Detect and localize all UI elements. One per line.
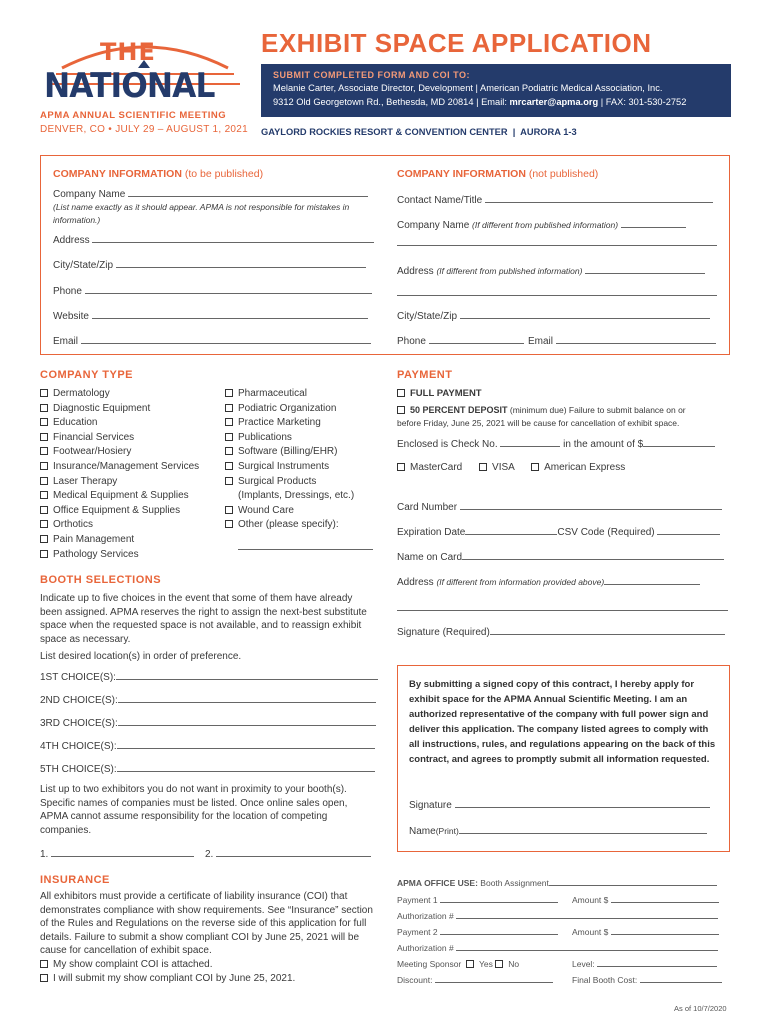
company-type-option-checkbox[interactable] bbox=[40, 389, 48, 397]
company-type-option-checkbox[interactable] bbox=[40, 520, 48, 528]
company-type-option-checkbox[interactable] bbox=[40, 447, 48, 455]
auth1-field: Authorization # bbox=[397, 911, 718, 921]
company-type-option-checkbox[interactable] bbox=[225, 520, 233, 528]
company-type-option-item[interactable] bbox=[40, 504, 199, 519]
company-type-option-item[interactable] bbox=[225, 518, 354, 533]
company-type-option-item[interactable] bbox=[225, 387, 354, 402]
booth-choice-label: 3RD CHOICE(S): bbox=[40, 718, 118, 729]
company-type-option-label: Practice Marketing bbox=[238, 417, 321, 429]
company-unpublished-title: COMPANY INFORMATION (not published) bbox=[397, 168, 599, 180]
payment-address-line-2[interactable] bbox=[397, 610, 728, 611]
company-type-option-item[interactable] bbox=[225, 445, 354, 460]
company-type-option-label: Software (Billing/EHR) bbox=[238, 446, 338, 458]
discount-field: Discount: bbox=[397, 975, 553, 985]
final-cost-field: Final Booth Cost: bbox=[572, 975, 722, 985]
company-type-option-checkbox[interactable] bbox=[225, 477, 233, 485]
company-type-col2 bbox=[225, 387, 354, 533]
contact-line: Melanie Carter, Associate Director, Development | American Podiatric Medical Association, Inc. bbox=[273, 83, 663, 93]
company-type-option-label: Wound Care bbox=[238, 504, 294, 516]
company-type-option-label: Surgical Products bbox=[238, 475, 317, 487]
company-type-option-label: Education bbox=[53, 417, 98, 429]
company-type-option-label: Financial Services bbox=[53, 431, 135, 443]
company-type-option-item[interactable] bbox=[225, 475, 354, 490]
company-type-option-label: Pharmaceutical bbox=[238, 388, 307, 399]
booth-list-label: List desired location(s) in order of preference. bbox=[40, 651, 242, 662]
company-name-unpublished-field[interactable]: Company Name (If different from published information) bbox=[397, 218, 686, 231]
payment-address-field[interactable]: Address (If different from information provided above) bbox=[397, 575, 700, 588]
booth-choice-field[interactable] bbox=[40, 762, 375, 775]
company-type-option-checkbox[interactable] bbox=[225, 506, 233, 514]
logo-the: THE bbox=[100, 38, 156, 66]
payment-title: PAYMENT bbox=[397, 369, 453, 381]
company-type-option-item[interactable] bbox=[40, 431, 199, 446]
company-name-note: (List name exactly as it should appear. APMA is not responsible for mistakes in information.) bbox=[53, 202, 350, 225]
company-type-option-label: Diagnostic Equipment bbox=[53, 402, 151, 414]
booth-choice-line[interactable] bbox=[118, 693, 376, 703]
proximity-1-field[interactable]: 1. bbox=[40, 847, 194, 860]
company-type-option-label: Pathology Services bbox=[53, 548, 139, 560]
visa-checkbox[interactable] bbox=[479, 463, 487, 471]
amex-checkbox[interactable] bbox=[531, 463, 539, 471]
other-specify-line[interactable] bbox=[238, 549, 373, 550]
meeting-location-date: DENVER, CO • JULY 29 – AUGUST 1, 2021 bbox=[40, 124, 249, 135]
booth-choice-label: 2ND CHOICE(S): bbox=[40, 695, 118, 706]
company-type-option-label: Surgical Instruments bbox=[238, 460, 330, 472]
company-type-option-checkbox[interactable] bbox=[40, 550, 48, 558]
company-name-line-2[interactable] bbox=[397, 245, 717, 246]
insurance-title: INSURANCE bbox=[40, 874, 110, 886]
company-type-option-checkbox[interactable] bbox=[225, 433, 233, 441]
company-type-option-label: Footwear/Hosiery bbox=[53, 446, 132, 458]
agreement-text: By submitting a signed copy of this contract, I hereby apply for exhibit space for the APMA Annual Scientific Meeting. I am an authorized representative of the company with full power sign and deliver this application. The company listed agrees to comply with all instructions, rules, and regulations appearing on the back of this contract, and agrees to promptly submit all information requested. bbox=[409, 679, 716, 765]
company-type-option-item[interactable] bbox=[225, 489, 354, 504]
venue: GAYLORD ROCKIES RESORT & CONVENTION CENTER | AURORA 1-3 bbox=[261, 127, 577, 137]
coi-attached-checkbox[interactable] bbox=[40, 960, 48, 968]
level-field: Level: bbox=[572, 959, 717, 969]
address-text: 9312 Old Georgetown Rd., Bethesda, MD 20814 | Email: bbox=[273, 97, 510, 107]
company-type-option-item[interactable] bbox=[225, 416, 354, 431]
phone-field[interactable]: Phone bbox=[53, 284, 372, 297]
agreement-name-field[interactable]: Name(Print) bbox=[409, 824, 707, 837]
company-type-option-label: (Implants, Dressings, etc.) bbox=[238, 490, 355, 502]
amount2-field: Amount $ bbox=[572, 927, 719, 937]
sponsor-field: Meeting Sponsor Yes No bbox=[397, 959, 520, 969]
deposit-option[interactable]: 50 PERCENT DEPOSIT (minimum due) Failure to submit balance on or bbox=[397, 405, 686, 415]
company-type-option-checkbox[interactable] bbox=[40, 418, 48, 426]
mastercard-option[interactable]: MasterCard bbox=[397, 462, 462, 473]
company-type-option-item[interactable] bbox=[40, 460, 199, 475]
card-type-options bbox=[397, 462, 625, 473]
city-unpublished-field[interactable]: City/State/Zip bbox=[397, 309, 710, 322]
company-type-option-checkbox[interactable] bbox=[40, 506, 48, 514]
company-type-option-label: Other (please specify): bbox=[238, 519, 339, 531]
proximity-text: List up to two exhibitors you do not want in proximity to your booth(s). Specific names of companies must be listed. Once online sales open, APMA cannot assume responsibility for the location of competing companies. bbox=[40, 784, 348, 836]
booth-assignment-field: APMA OFFICE USE: Booth Assignment bbox=[397, 878, 717, 888]
booth-choice-field[interactable] bbox=[40, 739, 375, 752]
payment-signature-field[interactable]: Signature (Required) bbox=[397, 625, 725, 638]
company-type-option-item[interactable] bbox=[225, 431, 354, 446]
deposit-note: before Friday, June 25, 2021 will be cause for cancellation of exhibit space. bbox=[397, 418, 680, 428]
company-type-option-label: Orthotics bbox=[53, 519, 94, 531]
email-unpublished-field[interactable]: Email bbox=[528, 334, 716, 347]
company-type-option-checkbox[interactable] bbox=[40, 404, 48, 412]
meeting-name: APMA ANNUAL SCIENTIFIC MEETING bbox=[40, 110, 227, 121]
company-info-box bbox=[40, 155, 730, 355]
booth-choice-field[interactable] bbox=[40, 716, 376, 729]
city-state-zip-field[interactable]: City/State/Zip bbox=[53, 258, 366, 271]
company-type-option-item[interactable] bbox=[225, 504, 354, 519]
company-type-option-label: Medical Equipment & Supplies bbox=[53, 490, 189, 502]
agreement-box bbox=[397, 665, 730, 852]
company-type-option-checkbox[interactable] bbox=[225, 404, 233, 412]
company-type-col1 bbox=[40, 387, 199, 562]
email-field[interactable]: Email bbox=[53, 334, 371, 347]
website-field[interactable]: Website bbox=[53, 309, 368, 322]
booth-choice-field[interactable] bbox=[40, 670, 378, 683]
insurance-text: All exhibitors must provide a certificate of liability insurance (COI) that demonstrates compliance with show requirements. See “Insurance” section of the Rules and Regulations on the reverse side of this application for full details. Failure to submit a show compliant COI by June 25, 2021 will be cause for cancellation of exhibit space. bbox=[40, 891, 373, 956]
logo-national: NATIONAL bbox=[44, 66, 215, 106]
company-type-option-item[interactable] bbox=[40, 475, 199, 490]
address-line-2[interactable] bbox=[397, 295, 717, 296]
visa-option[interactable]: VISA bbox=[479, 462, 514, 473]
auth2-field: Authorization # bbox=[397, 943, 718, 953]
booth-choice-line[interactable] bbox=[118, 716, 376, 726]
company-type-option-label: Podiatric Organization bbox=[238, 402, 337, 414]
coi-attached-option[interactable]: My show complaint COI is attached. bbox=[40, 959, 213, 970]
company-type-option-item[interactable] bbox=[40, 416, 199, 431]
booth-choice-line[interactable] bbox=[116, 670, 378, 680]
company-type-option-label: Insurance/Management Services bbox=[53, 460, 200, 472]
proximity-2-field[interactable]: 2. bbox=[205, 847, 371, 860]
amount1-field: Amount $ bbox=[572, 895, 719, 905]
company-type-option-checkbox[interactable] bbox=[40, 462, 48, 470]
address-line bbox=[273, 97, 686, 107]
company-type-option-label: Laser Therapy bbox=[53, 475, 118, 487]
company-type-option-checkbox[interactable] bbox=[225, 447, 233, 455]
company-type-option-checkbox[interactable] bbox=[225, 418, 233, 426]
company-type-option-item[interactable] bbox=[225, 402, 354, 417]
payment1-field: Payment 1 bbox=[397, 895, 558, 905]
office-use-box bbox=[397, 870, 730, 990]
deposit-checkbox[interactable] bbox=[397, 406, 405, 414]
booth-choice-line[interactable] bbox=[117, 739, 375, 749]
card-number-field[interactable]: Card Number bbox=[397, 500, 722, 513]
company-type-option-checkbox[interactable] bbox=[40, 477, 48, 485]
coi-later-checkbox[interactable] bbox=[40, 974, 48, 982]
amex-option[interactable]: American Express bbox=[531, 462, 625, 473]
booth-choice-line[interactable] bbox=[117, 762, 375, 772]
company-type-option-item[interactable] bbox=[40, 445, 199, 460]
booth-title: BOOTH SELECTIONS bbox=[40, 574, 162, 586]
footer-date: As of 10/7/2020 bbox=[674, 1004, 727, 1013]
coi-later-option[interactable]: I will submit my show compliant COI by June 25, 2021. bbox=[40, 973, 295, 984]
company-type-option-item[interactable] bbox=[40, 518, 199, 533]
company-type-option-checkbox[interactable] bbox=[40, 491, 48, 499]
company-type-option-label: Pain Management bbox=[53, 533, 135, 545]
phone-unpublished-field[interactable]: Phone bbox=[397, 334, 524, 347]
company-type-option-item[interactable] bbox=[40, 387, 199, 402]
booth-choice-label: 1ST CHOICE(S): bbox=[40, 672, 116, 683]
check-number-field[interactable]: Enclosed is Check No. in the amount of $ bbox=[397, 437, 715, 450]
company-type-option-item[interactable] bbox=[225, 460, 354, 475]
booth-intro: Indicate up to five choices in the event that some of them have already been assigned. APMA reserves the right to assign the next-best substitute space when the requested space is not available, and to reassign exhibit space as necessary. bbox=[40, 593, 367, 645]
company-type-option-item[interactable] bbox=[40, 548, 199, 563]
company-type-option-checkbox[interactable] bbox=[225, 389, 233, 397]
submit-label: SUBMIT COMPLETED FORM AND COI TO: bbox=[273, 70, 470, 80]
company-type-option-checkbox[interactable] bbox=[40, 433, 48, 441]
contact-name-field[interactable]: Contact Name/Title bbox=[397, 193, 713, 206]
full-payment-option[interactable]: FULL PAYMENT bbox=[397, 388, 482, 399]
fax-text: | FAX: 301-530-2752 bbox=[598, 97, 687, 107]
mastercard-checkbox[interactable] bbox=[397, 463, 405, 471]
booth-choice-label: 5TH CHOICE(S): bbox=[40, 764, 117, 775]
page-title: EXHIBIT SPACE APPLICATION bbox=[261, 28, 652, 58]
event-logo bbox=[40, 26, 250, 116]
address-field[interactable]: Address bbox=[53, 233, 374, 246]
company-type-option-item[interactable] bbox=[40, 489, 199, 504]
booth-choice-field[interactable] bbox=[40, 693, 376, 706]
company-type-option-label: Dermatology bbox=[53, 388, 110, 399]
company-type-option-item[interactable] bbox=[40, 402, 199, 417]
company-type-option-label: Publications bbox=[238, 431, 292, 443]
expiration-field[interactable]: Expiration Date CSV Code (Required) bbox=[397, 525, 720, 538]
company-published-title: COMPANY INFORMATION (to be published) bbox=[53, 168, 264, 180]
company-type-title: COMPANY TYPE bbox=[40, 369, 133, 381]
agreement-signature-field[interactable]: Signature bbox=[409, 798, 710, 811]
company-type-option-checkbox[interactable] bbox=[225, 462, 233, 470]
address-unpublished-field[interactable]: Address (If different from published information) bbox=[397, 264, 705, 277]
company-type-option-checkbox[interactable] bbox=[40, 535, 48, 543]
full-payment-checkbox[interactable] bbox=[397, 389, 405, 397]
company-type-option-label: Office Equipment & Supplies bbox=[53, 504, 181, 516]
company-name-field[interactable]: Company Name bbox=[53, 187, 368, 200]
payment2-field: Payment 2 bbox=[397, 927, 558, 937]
contact-email[interactable]: mrcarter@apma.org bbox=[509, 97, 599, 107]
submit-bar bbox=[261, 64, 731, 117]
company-type-option-item[interactable] bbox=[40, 533, 199, 548]
name-on-card-field[interactable]: Name on Card bbox=[397, 550, 724, 563]
booth-choice-label: 4TH CHOICE(S): bbox=[40, 741, 117, 752]
